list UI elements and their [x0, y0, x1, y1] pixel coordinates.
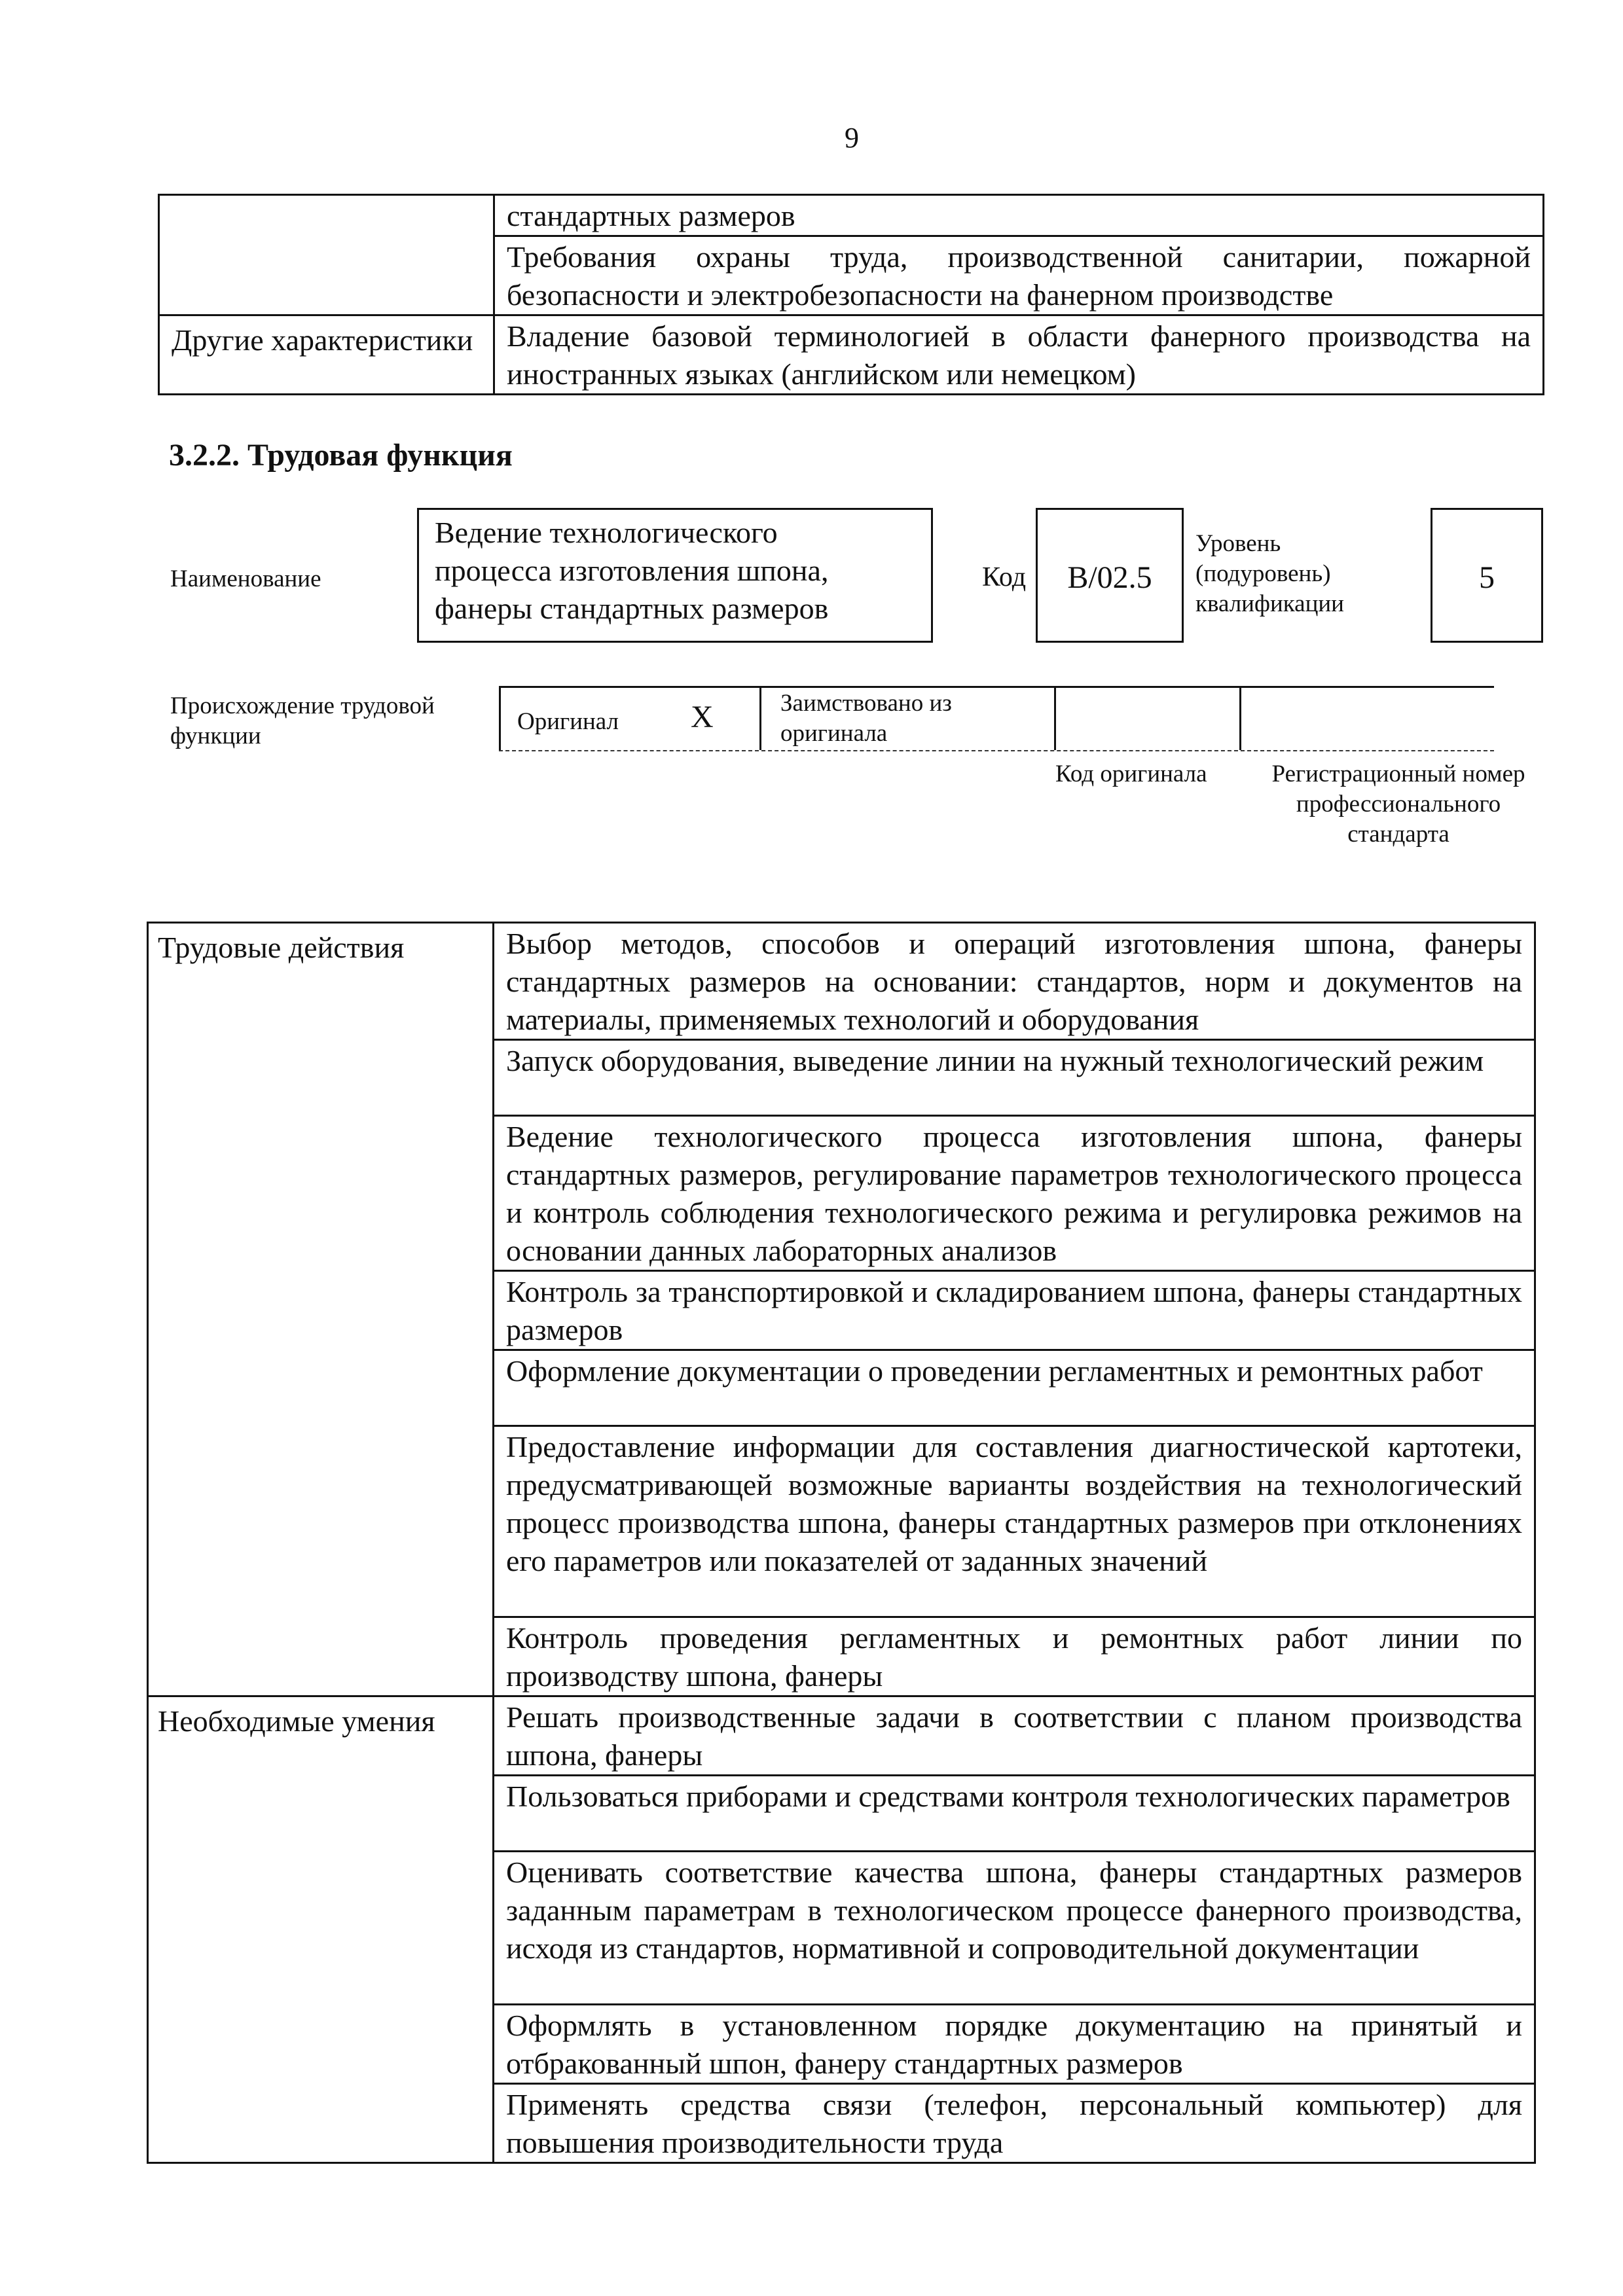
code-value-box [1036, 508, 1184, 643]
table-row [148, 1696, 1535, 1776]
table-cell: Оценивать соответствие качества шпона, фанеры стандартных размеров заданным параметрам в технологическом процессе фанерного производства, исходя из стандартов, нормативной и сопроводительной документации [494, 1852, 1535, 2005]
table-cell: Оформление документации о проведении регламентных и ремонтных работ [494, 1350, 1535, 1426]
table-cell: Контроль за транспортировкой и складированием шпона, фанеры стандартных размеров [494, 1271, 1535, 1350]
table-cell: Оформлять в установленном порядке документацию на принятый и отбракованный шпон, фанеру стандартных размеров [494, 2005, 1535, 2084]
table-cell: Пользоваться приборами и средствами контроля технологических параметров [494, 1776, 1535, 1852]
table-cell: Применять средства связи (телефон, персональный компьютер) для повышения производительности труда [494, 2084, 1535, 2163]
table-cell: Выбор методов, способов и операций изготовления шпона, фанеры стандартных размеров на основании: стандартов, норм и документов на материалы, применяемых технологий и оборудования [494, 923, 1535, 1040]
top-table-empty-label [159, 195, 494, 315]
table-row [159, 315, 1544, 395]
top-table-cell: Требования охраны труда, производственной санитарии, пожарной безопасности и электробезопасности на фанерном производстве [494, 236, 1544, 315]
code-original-caption: Код оригинала [1055, 761, 1207, 787]
origin-bottom-line [499, 750, 1494, 751]
top-table-cell: стандартных размеров [494, 195, 1544, 236]
table-row [159, 195, 1544, 236]
top-table [158, 194, 1544, 395]
table-cell: Контроль проведения регламентных и ремонтных работ линии по производству шпона, фанеры [494, 1617, 1535, 1696]
table-row [148, 923, 1535, 1040]
code-value: B/02.5 [1067, 560, 1152, 595]
level-value-box [1431, 508, 1543, 643]
top-table-cell: Владение базовой терминологией в области фанерного производства на иностранных языках (английском или немецком) [494, 315, 1544, 395]
level-label: Уровень (подуровень) квалификации [1195, 530, 1344, 617]
group-label: Необходимые умения [148, 1696, 494, 2163]
origin-label: Происхождение трудовой функции [170, 692, 435, 749]
original-label: Оригинал [517, 708, 619, 735]
level-value: 5 [1479, 560, 1495, 595]
origin-divider [1054, 686, 1056, 750]
reg-number-caption: Регистрационный номер профессионального стандарта [1271, 761, 1525, 848]
top-table-label: Другие характеристики [159, 315, 494, 395]
table-cell: Запуск оборудования, выведение линии на нужный технологический режим [494, 1040, 1535, 1116]
borrowed-label: Заимствовано из оригинала [780, 690, 952, 747]
origin-divider [759, 686, 761, 750]
origin-divider [499, 686, 501, 750]
name-label: Наименование [170, 565, 321, 592]
table-cell: Ведение технологического процесса изготовления шпона, фанеры стандартных размеров, регулирование параметров технологического процесса и контроль соблюдения технологического режима и регулировка режимов на основании данных лабораторных анализов [494, 1116, 1535, 1271]
table-cell: Предоставление информации для составления диагностической картотеки, предусматривающей возможные варианты воздействия на технологический процесс производства шпона, фанеры стандартных размеров при отклонениях его параметров или показателей от заданных значений [494, 1426, 1535, 1617]
name-value-box [417, 508, 933, 643]
original-mark: X [691, 700, 714, 734]
page-number: 9 [845, 122, 859, 154]
main-table [147, 922, 1536, 2164]
origin-divider [1239, 686, 1241, 750]
section-title: 3.2.2. Трудовая функция [169, 438, 513, 473]
name-value: Ведение технологического процесса изготовления шпона, фанеры стандартных размеров [435, 516, 829, 625]
group-label: Трудовые действия [148, 923, 494, 1696]
code-label: Код [982, 562, 1027, 592]
table-cell: Решать производственные задачи в соответствии с планом производства шпона, фанеры [494, 1696, 1535, 1776]
